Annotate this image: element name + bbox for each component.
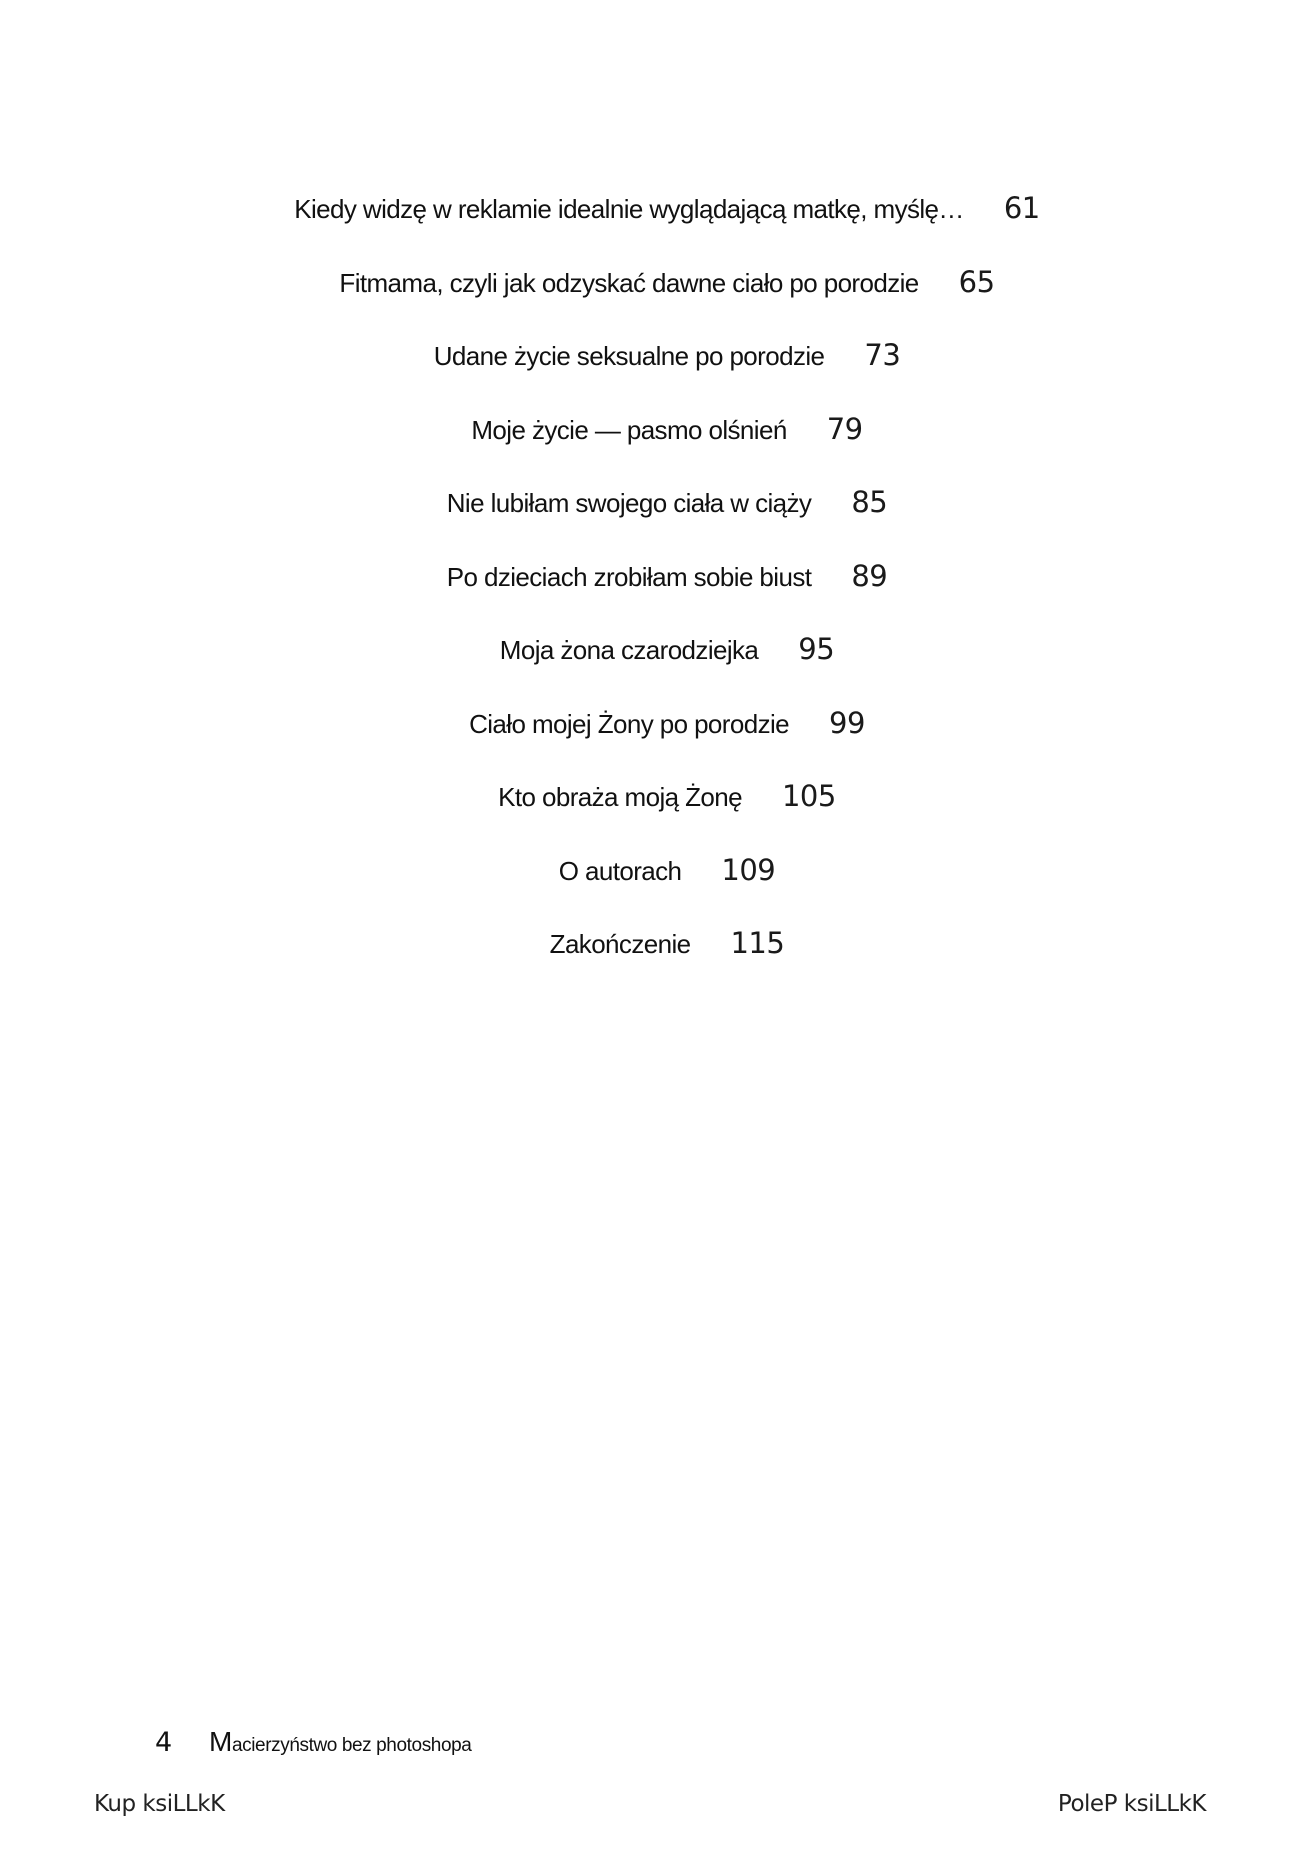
buy-book-link[interactable]: Kup ksiLLkK <box>94 1791 225 1817</box>
toc-entry-title: Nie lubiłam swojego ciała w ciąży <box>446 488 812 518</box>
toc-entry-title: Zakończenie <box>549 929 691 959</box>
toc-entry-page: 61 <box>1003 191 1040 225</box>
toc-entry[interactable] <box>34 907 1300 981</box>
toc-entry[interactable] <box>34 466 1300 540</box>
table-of-contents <box>0 172 1300 981</box>
toc-entry-page: 85 <box>851 485 888 519</box>
toc-entry[interactable] <box>34 834 1300 908</box>
toc-entry-page: 109 <box>721 852 776 887</box>
toc-entry-page: 105 <box>781 779 836 813</box>
toc-entry-title: Fitmama, czyli jak odzyskać dawne ciało po porodzie <box>339 267 919 298</box>
toc-entry-page: 73 <box>864 338 901 372</box>
toc-entry-title: Kiedy widzę w reklamie idealnie wyglądającą matkę, myślę… <box>294 194 964 224</box>
toc-entry-title: Po dzieciach zrobiłam sobie biust <box>446 561 812 592</box>
toc-entry-page: 79 <box>826 411 863 446</box>
toc-entry-page: 115 <box>730 926 785 960</box>
toc-entry-title: Udane życie seksualne po porodzie <box>433 341 825 371</box>
toc-entry[interactable] <box>34 760 1300 834</box>
toc-entry-page: 99 <box>829 705 865 740</box>
toc-entry-page: 89 <box>851 558 888 593</box>
toc-entry[interactable] <box>34 613 1300 687</box>
toc-entry[interactable] <box>34 540 1300 614</box>
page-footer <box>155 1726 471 1758</box>
toc-entry[interactable] <box>34 246 1300 320</box>
toc-entry[interactable] <box>34 687 1300 761</box>
toc-entry-page: 65 <box>958 264 995 299</box>
recommend-book-link[interactable]: PoleP ksiLLkK <box>1057 1791 1206 1817</box>
running-title: Macierzyństwo bez photoshopa <box>209 1726 472 1757</box>
page-number: 4 <box>155 1727 173 1758</box>
toc-entry-title: Kto obraża moją Żonę <box>498 782 742 812</box>
toc-entry[interactable] <box>34 172 1300 246</box>
toc-entry[interactable] <box>34 393 1300 467</box>
toc-entry-title: O autorach <box>558 855 682 886</box>
toc-entry-page: 95 <box>798 632 835 666</box>
toc-entry-title: Ciało mojej Żony po porodzie <box>469 708 790 739</box>
toc-entry-title: Moje życie — pasmo olśnień <box>471 414 787 445</box>
toc-entry-title: Moja żona czarodziejka <box>499 635 759 665</box>
toc-entry[interactable] <box>34 319 1300 393</box>
